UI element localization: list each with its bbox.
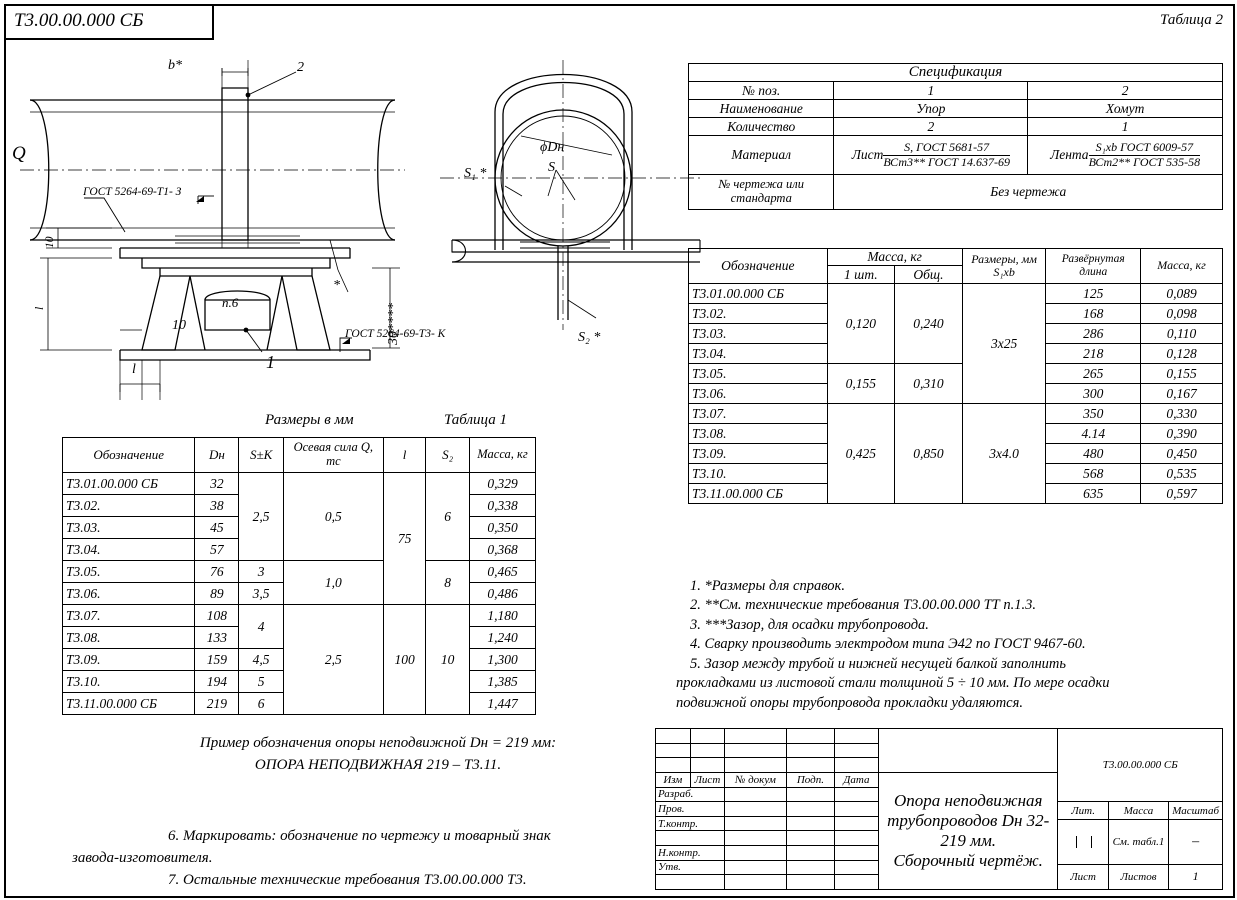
spec-drawing-value: Без чертежа <box>834 175 1223 210</box>
label-dim-10-bottom: 10 <box>172 318 186 333</box>
label-s2-star: S₂ * <box>578 330 601 345</box>
label-s: S <box>548 160 555 175</box>
spec-row-label: Количество <box>689 118 834 136</box>
spec-drawing-label: № чертежа или стандарта <box>689 175 834 210</box>
th-sk: S±K <box>239 438 283 473</box>
t1-oboz: Т3.09. <box>63 649 195 671</box>
sheet-label: Лист <box>1058 864 1108 889</box>
spec-group-obsh: 0,850 <box>895 404 963 504</box>
material-den: ВСт2** ГОСТ 535-58 <box>1088 154 1201 169</box>
tb-role-razrab: Разраб. <box>656 787 725 802</box>
t1-dn: 194 <box>195 671 239 693</box>
spec-item-oboz: Т3.05. <box>689 364 828 384</box>
note-line: 5. Зазор между трубой и нижней несущей балкой заполнить <box>690 655 1066 672</box>
label-p6: п.6 <box>222 295 239 310</box>
th-l: l <box>383 438 425 473</box>
tb-col-docum: № докум <box>725 772 787 787</box>
spec-item-oboz: Т3.09. <box>689 444 828 464</box>
product-name-line1: Опора неподвижная <box>894 790 1043 810</box>
spec-material-label: Материал <box>689 136 834 175</box>
t1-mass: 1,240 <box>470 627 536 649</box>
scale-label: Масштаб <box>1169 802 1222 820</box>
t1-mass: 0,486 <box>470 583 536 605</box>
t1-oboz: Т3.07. <box>63 605 195 627</box>
product-name-line3: Сборочный чертёж. <box>893 850 1043 870</box>
technical-notes <box>676 577 1230 713</box>
dimensions-table <box>62 437 536 715</box>
label-q: Q <box>12 143 26 164</box>
spec-group-obsh: 0,310 <box>895 364 963 404</box>
spec-item-oboz: Т3.01.00.000 СБ <box>689 284 828 304</box>
note-line: прокладками из листовой стали толщиной 5 ÷ 10 мм. По мере осадки <box>676 675 1110 692</box>
scale-value: – <box>1169 820 1222 865</box>
material-prefix: Лента <box>1050 147 1089 162</box>
t1-sk: 4,5 <box>239 649 283 671</box>
t1-q: 0,5 <box>283 473 383 561</box>
t1-dn: 76 <box>195 561 239 583</box>
t1-oboz: Т3.10. <box>63 671 195 693</box>
spec-item-len: 300 <box>1046 384 1141 404</box>
tb-col-izm: Изм <box>656 772 691 787</box>
material-num: S, ГОСТ 5681-57 <box>883 141 1010 156</box>
spec-item-len: 286 <box>1046 324 1141 344</box>
spec-item-len: 635 <box>1046 484 1141 504</box>
t1-oboz: Т3.03. <box>63 517 195 539</box>
t1-mass: 1,180 <box>470 605 536 627</box>
spec-cell: 2 <box>834 118 1028 136</box>
t1-dn: 38 <box>195 495 239 517</box>
spec-item-oboz: Т3.03. <box>689 324 828 344</box>
tb-role-nkontr: Н.контр. <box>656 846 725 861</box>
sheets-label: Листов <box>1108 864 1168 889</box>
designation-example <box>78 733 678 777</box>
spec-item-oboz: Т3.11.00.000 СБ <box>689 484 828 504</box>
spec-cell: Хомут <box>1028 100 1223 118</box>
spec-item-mass: 0,597 <box>1141 484 1223 504</box>
spec-group-obsh: 0,240 <box>895 284 963 364</box>
t1-mass: 0,465 <box>470 561 536 583</box>
spec-item-mass: 0,155 <box>1141 364 1223 384</box>
note-line: 3. ***Зазор, для осадки трубопровода. <box>690 616 929 633</box>
spec-item-mass: 0,535 <box>1141 464 1223 484</box>
spec-item-oboz: Т3.06. <box>689 384 828 404</box>
spec-item-len: 265 <box>1046 364 1141 384</box>
spec-item-len: 218 <box>1046 344 1141 364</box>
tb-col-data: Дата <box>834 772 878 787</box>
spec-group-1sht: 0,425 <box>827 404 895 504</box>
material-num: S₁xb ГОСТ 6009-57 <box>1089 141 1201 156</box>
spec-cell: 1 <box>1028 118 1223 136</box>
t1-q: 2,5 <box>283 605 383 715</box>
t1-dn: 219 <box>195 693 239 715</box>
t1-dn: 89 <box>195 583 239 605</box>
t1-dn: 108 <box>195 605 239 627</box>
spec-group-size: 3х25 <box>962 284 1046 404</box>
t1-mass: 1,385 <box>470 671 536 693</box>
t1-l: 75 <box>383 473 425 605</box>
label-b-star: b* <box>168 58 182 73</box>
spec-cell: Упор <box>834 100 1028 118</box>
spec-item-oboz: Т3.04. <box>689 344 828 364</box>
spec-item-mass: 0,128 <box>1141 344 1223 364</box>
spec-material-1 <box>834 136 1028 175</box>
bottom-notes <box>72 826 672 891</box>
spec-item-mass: 0,167 <box>1141 384 1223 404</box>
designation-code: Т3.00.00.000 СБ <box>1058 729 1222 802</box>
bottom-note-line: 6. Маркировать: обозначение по чертежу и товарный знак <box>168 828 551 844</box>
title-right-panel <box>1058 729 1223 890</box>
example-line: Пример обозначения опоры неподвижной Dн = 219 мм: <box>199 735 557 751</box>
tb-col-list: Лист <box>690 772 725 787</box>
mass-label: Масса <box>1108 802 1168 820</box>
t1-mass: 0,338 <box>470 495 536 517</box>
spec-item-oboz: Т3.10. <box>689 464 828 484</box>
th-s2: S₂ <box>426 438 470 473</box>
spec-title: Спецификация <box>689 64 1223 82</box>
tb-role-tkontr: Т.контр. <box>656 816 725 831</box>
spec-item-len: 125 <box>1046 284 1141 304</box>
th-force: Осевая сила Q, тс <box>283 438 383 473</box>
example-line: ОПОРА НЕПОДВИЖНАЯ 219 – Т3.11. <box>254 756 502 773</box>
spec-mass-table <box>688 248 1223 504</box>
spec-item-len: 350 <box>1046 404 1141 424</box>
t1-mass: 1,447 <box>470 693 536 715</box>
spec-item-oboz: Т3.07. <box>689 404 828 424</box>
col-oboz: Обозначение <box>689 249 828 284</box>
spec-item-len: 168 <box>1046 304 1141 324</box>
label-dn: ϕDн <box>540 140 565 155</box>
label-dim-30: 30**** <box>386 303 401 345</box>
bottom-note-line: 7. Остальные технические требования Т3.00.00.000 Т3. <box>168 871 527 888</box>
note-line: 2. **См. технические требования Т3.00.00.000 ТТ п.1.3. <box>690 597 1036 614</box>
spec-row-label: Наименование <box>689 100 834 118</box>
t1-mass: 0,350 <box>470 517 536 539</box>
t1-sk: 2,5 <box>239 473 283 561</box>
label-star-mark: * <box>333 278 340 293</box>
t1-mass: 0,329 <box>470 473 536 495</box>
t1-dn: 133 <box>195 627 239 649</box>
col-razmery-label: Размеры, мм <box>971 251 1037 266</box>
th-dn: Dн <box>195 438 239 473</box>
t1-mass: 0,368 <box>470 539 536 561</box>
tb-role-prov: Пров. <box>656 802 725 817</box>
t1-oboz: Т3.06. <box>63 583 195 605</box>
title-block <box>655 728 1223 890</box>
t1-dn: 57 <box>195 539 239 561</box>
lit-label: Лит. <box>1058 802 1108 820</box>
spec-item-len: 480 <box>1046 444 1141 464</box>
note-line: подвижной опоры трубопровода прокладки удаляются. <box>676 694 1023 711</box>
col-massa: Масса, кг <box>827 249 962 266</box>
note-line: 4. Сварку производить электродом типа Э42 по ГОСТ 9467-60. <box>690 636 1086 653</box>
label-dim-l-bottom: l <box>132 362 136 377</box>
product-name-line2: трубопроводов Dн 32-219 мм. <box>887 810 1050 850</box>
t1-oboz: Т3.11.00.000 СБ <box>63 693 195 715</box>
spec-group-1sht: 0,155 <box>827 364 895 404</box>
t1-sk: 6 <box>239 693 283 715</box>
col-razv: Развёрнутая длина <box>1046 249 1141 284</box>
col-sxb: S₁xb <box>993 265 1015 279</box>
label-dim-l-left: l <box>34 306 46 310</box>
spec-material-2 <box>1028 136 1223 175</box>
note-line: 1. *Размеры для справок. <box>690 578 845 594</box>
t1-oboz: Т3.01.00.000 СБ <box>63 473 195 495</box>
t1-mass: 1,300 <box>470 649 536 671</box>
t1-s2: 6 <box>426 473 470 561</box>
mass-value: См. табл.1 <box>1108 820 1168 865</box>
t1-oboz: Т3.02. <box>63 495 195 517</box>
spec-item-mass: 0,089 <box>1141 284 1223 304</box>
spec-item-mass: 0,390 <box>1141 424 1223 444</box>
t1-sk: 5 <box>239 671 283 693</box>
spec-row-label: № поз. <box>689 82 834 100</box>
tb-role-utv: Утв. <box>656 860 725 875</box>
spec-item-len: 568 <box>1046 464 1141 484</box>
t1-oboz: Т3.05. <box>63 561 195 583</box>
label-pos-1: 1 <box>266 352 275 372</box>
table1-units-caption: Размеры в мм <box>265 412 354 428</box>
spec-cell: 2 <box>1028 82 1223 100</box>
t1-q: 1,0 <box>283 561 383 605</box>
bottom-note-line: завода-изготовителя. <box>72 849 213 866</box>
t1-oboz: Т3.08. <box>63 627 195 649</box>
spec-item-mass: 0,330 <box>1141 404 1223 424</box>
t1-l: 100 <box>383 605 425 715</box>
th-mass: Масса, кг <box>470 438 536 473</box>
t1-oboz: Т3.04. <box>63 539 195 561</box>
col-obsh: Общ. <box>895 266 963 284</box>
label-dim-10-left: 10 <box>44 236 56 248</box>
spec-item-mass: 0,098 <box>1141 304 1223 324</box>
label-weld-left: ГОСТ 5264-69-Т1- З <box>83 186 182 198</box>
title-block-table <box>655 728 1223 890</box>
material-den: ВСт3** ГОСТ 14.637-69 <box>883 154 1010 169</box>
tb-role-blank <box>656 831 725 846</box>
t1-dn: 45 <box>195 517 239 539</box>
spec-group-1sht: 0,120 <box>827 284 895 364</box>
spec-item-oboz: Т3.02. <box>689 304 828 324</box>
t1-dn: 159 <box>195 649 239 671</box>
t1-sk: 3 <box>239 561 283 583</box>
spec-cell: 1 <box>834 82 1028 100</box>
table1-caption: Таблица 1 <box>444 412 507 428</box>
spec-group-size: 3х4.0 <box>962 404 1046 504</box>
lit-value <box>1058 820 1108 865</box>
t1-sk: 4 <box>239 605 283 649</box>
col-razmery <box>962 249 1046 284</box>
product-name <box>878 772 1057 889</box>
label-weld-bottom: ГОСТ 5264-69-Т3- К <box>345 328 446 340</box>
spec-item-mass: 0,450 <box>1141 444 1223 464</box>
material-prefix: Лист <box>851 147 884 162</box>
t1-s2: 8 <box>426 561 470 605</box>
drawing-tag: Т3.00.00.000 СБ <box>4 4 214 40</box>
label-s1-star: S₁ * <box>464 166 487 181</box>
t1-sk: 3,5 <box>239 583 283 605</box>
t1-dn: 32 <box>195 473 239 495</box>
table2-caption: Таблица 2 <box>1160 12 1223 28</box>
label-pos-2: 2 <box>297 60 304 75</box>
col-massa2: Масса, кг <box>1141 249 1223 284</box>
col-1sht: 1 шт. <box>827 266 895 284</box>
th-oboz: Обозначение <box>63 438 195 473</box>
spec-item-mass: 0,110 <box>1141 324 1223 344</box>
sheets-value: 1 <box>1192 869 1199 884</box>
spec-item-len: 4.14 <box>1046 424 1141 444</box>
t1-s2: 10 <box>426 605 470 715</box>
spec-item-oboz: Т3.08. <box>689 424 828 444</box>
tb-col-podp: Подп. <box>786 772 834 787</box>
specification-table <box>688 63 1223 210</box>
